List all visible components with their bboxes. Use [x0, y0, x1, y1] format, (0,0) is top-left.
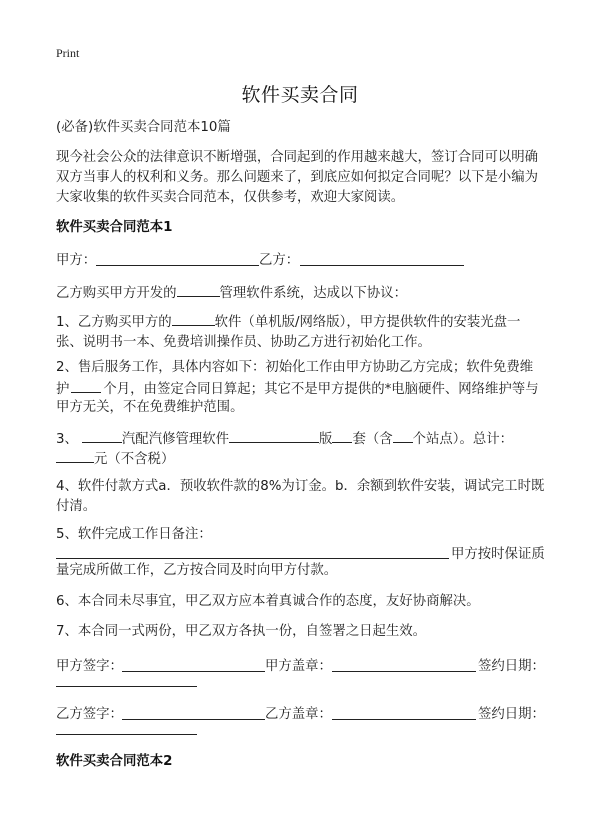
item2-b-post: 个月，由签定合同日算起；其它不是甲方提供的*电脑硬件、网络维护等与 [103, 382, 539, 397]
item5-label: 5、软件完成工作日备注： [56, 527, 212, 542]
item3-total-blank[interactable] [56, 448, 94, 463]
date-b-blank[interactable] [56, 734, 197, 735]
item5-blank[interactable] [56, 558, 449, 559]
intro-paragraph: 现今社会公众的法律意识不断增强，合同起到的作用越来越大，签订合同可以明确双方当事人的权利和义务。那么问题来了，到底应如何拟定合同呢？以下是小编为大家收集的软件买卖合同范本，仅供参考，欢迎大家阅读。 [56, 150, 539, 205]
item6-paragraph: 6、本合同未尽事宜，甲乙双方应本着真诚合作的态度，友好协商解决。 [56, 594, 480, 609]
item3-line-a [56, 428, 513, 447]
date-a-blank[interactable] [56, 686, 197, 687]
document-title: 软件买卖合同 [241, 84, 359, 106]
party-a-blank[interactable] [96, 265, 259, 266]
section1-title: 软件买卖合同范本1 [56, 220, 173, 235]
item1-pre: 1、乙方购买甲方的 [56, 315, 172, 330]
seal-a-blank[interactable] [332, 671, 476, 672]
date-a-label: 签约日期： [478, 659, 545, 674]
item2-b-pre: 护 [56, 382, 70, 397]
item3-num: 3、 [56, 432, 78, 447]
purchase-line [56, 282, 407, 301]
item1-blank[interactable] [172, 311, 215, 326]
section2-title: 软件买卖合同范本2 [56, 754, 173, 769]
item3-blank-2[interactable] [229, 428, 319, 443]
item1-post: 软件（单机版/网络版），甲方提供软件的安装光盘一张、说明书一本、免费培训操作员、协助乙方进行初始化工作。 [56, 315, 521, 350]
party-b-label: 乙方： [259, 253, 300, 268]
party-b-blank[interactable] [300, 265, 464, 266]
item3-blank-4[interactable] [393, 428, 413, 443]
item3-line-b [56, 448, 174, 467]
item5-guarantee: 甲方按时保证质 [451, 547, 545, 562]
seal-b-label: 乙方盖章： [265, 707, 332, 722]
item2-line-a: 2、售后服务工作，具体内容如下：初始化工作由甲方协助乙方完成；软件免费维 [56, 360, 534, 375]
party-a-label: 甲方： [56, 253, 97, 268]
sign-b-blank[interactable] [122, 719, 265, 720]
date-b-label: 签约日期： [478, 707, 545, 722]
item3-blank-3[interactable] [332, 428, 352, 443]
item3-edition: 版 [319, 432, 333, 447]
item2-line-c: 甲方无关，不在免费维护范围。 [56, 400, 244, 415]
item3-total: 元（不含税） [94, 452, 175, 467]
seal-b-blank[interactable] [332, 719, 476, 720]
item3-sets: 套（含 [352, 432, 393, 447]
purchase-post: 管理软件系统，达成以下协议： [219, 286, 407, 301]
sign-a-blank[interactable] [122, 671, 265, 672]
print-link[interactable]: Print [56, 46, 80, 60]
seal-a-label: 甲方盖章： [265, 659, 332, 674]
item5-continuation: 量完成所做工作，乙方按合同及时向甲方付款。 [56, 563, 338, 578]
item1-paragraph [56, 311, 546, 353]
purchase-blank[interactable] [177, 282, 220, 297]
item3-blank-1[interactable] [82, 428, 122, 443]
item4-paragraph: 4、软件付款方式a．预收软件款的8%为订金。b．余额到软件安装，调试完工时既付清。 [56, 479, 545, 514]
item2-line-b [56, 378, 539, 397]
item3-sites: 个站点）。总计： [412, 432, 514, 447]
sign-a-label: 甲方签字： [56, 659, 123, 674]
item2-blank[interactable] [71, 378, 101, 393]
sign-b-label: 乙方签字： [56, 707, 123, 722]
item3-software: 汽配汽修管理软件 [121, 432, 230, 447]
item7-paragraph: 7、本合同一式两份，甲乙双方各执一份，自签署之日起生效。 [56, 624, 427, 639]
document-subtitle: (必备)软件买卖合同范本10篇 [56, 120, 231, 135]
purchase-pre: 乙方购买甲方开发的 [56, 286, 177, 301]
